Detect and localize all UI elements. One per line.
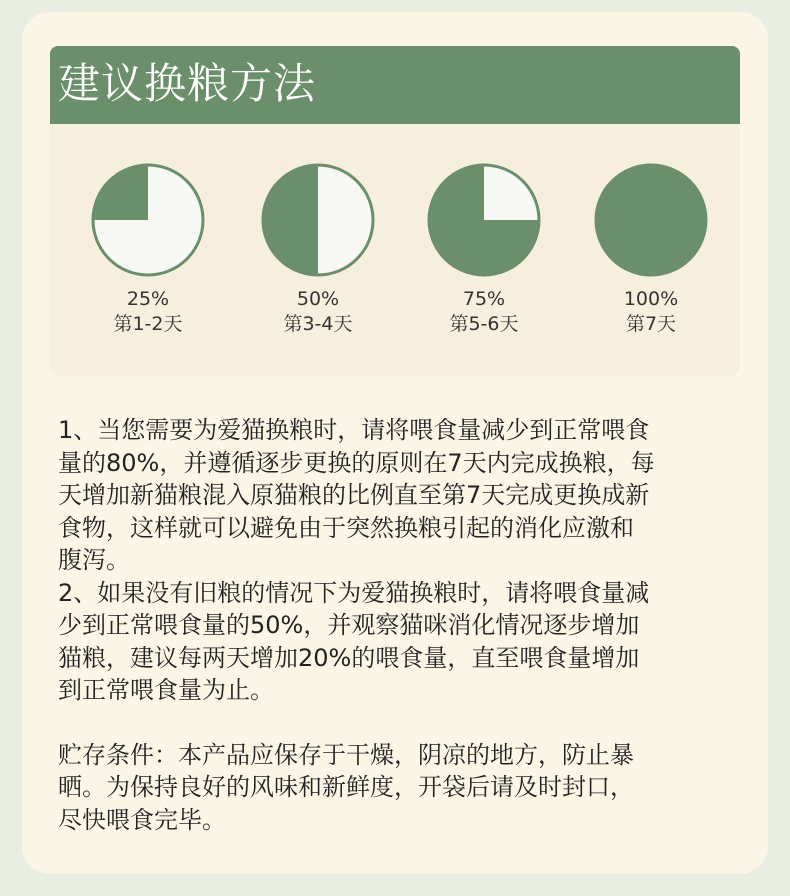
stage-percent: 75% [462, 288, 506, 310]
pie-filled-slice [263, 165, 318, 275]
stage-percent: 100% [623, 288, 679, 310]
spacer [58, 707, 758, 739]
page-title: 建议换粮方法 [58, 59, 317, 108]
pie-stage-2 [260, 162, 376, 278]
pie-stage-1 [90, 162, 206, 278]
stage-percent: 25% [126, 288, 170, 310]
stage-days: 第1-2天 [113, 313, 183, 335]
stage-days: 第5-6天 [449, 313, 519, 335]
pie-stage-3 [426, 162, 542, 278]
instruction-paragraph-2: 2、如果没有旧粮的情况下为爱猫换粮时，请将喂食量减 少到正常喂食量的50%，并观察猫咪消化情况逐步增加 猫粮，建议每两天增加20%的喂食量，直至喂食量增加 到正常喂食量为止。 [58, 578, 650, 704]
stage-days: 第3-4天 [283, 313, 353, 335]
section-header [50, 46, 740, 124]
storage-conditions: 贮存条件：本产品应保存于干燥，阴凉的地方，防止暴 晒。为保持良好的风味和新鲜度，开袋后请及时封口， 尽快喂食完毕。 [58, 740, 634, 834]
stage-percent: 50% [296, 288, 340, 310]
transition-chart-panel [50, 124, 740, 376]
instructions [58, 414, 758, 836]
instruction-paragraph-1: 1、当您需要为爱猫换粮时，请将喂食量减少到正常喂食 量的80%，并遵循逐步更换的原则在7天内完成换粮，每 天增加新猫粮混入原猫粮的比例直至第7天完成更换成新 食物，这样就可以避免由于突然换粮引起的消化应激和 腹泻。 [58, 416, 655, 574]
pie-stage-4 [593, 162, 709, 278]
stage-days: 第7天 [625, 313, 677, 335]
